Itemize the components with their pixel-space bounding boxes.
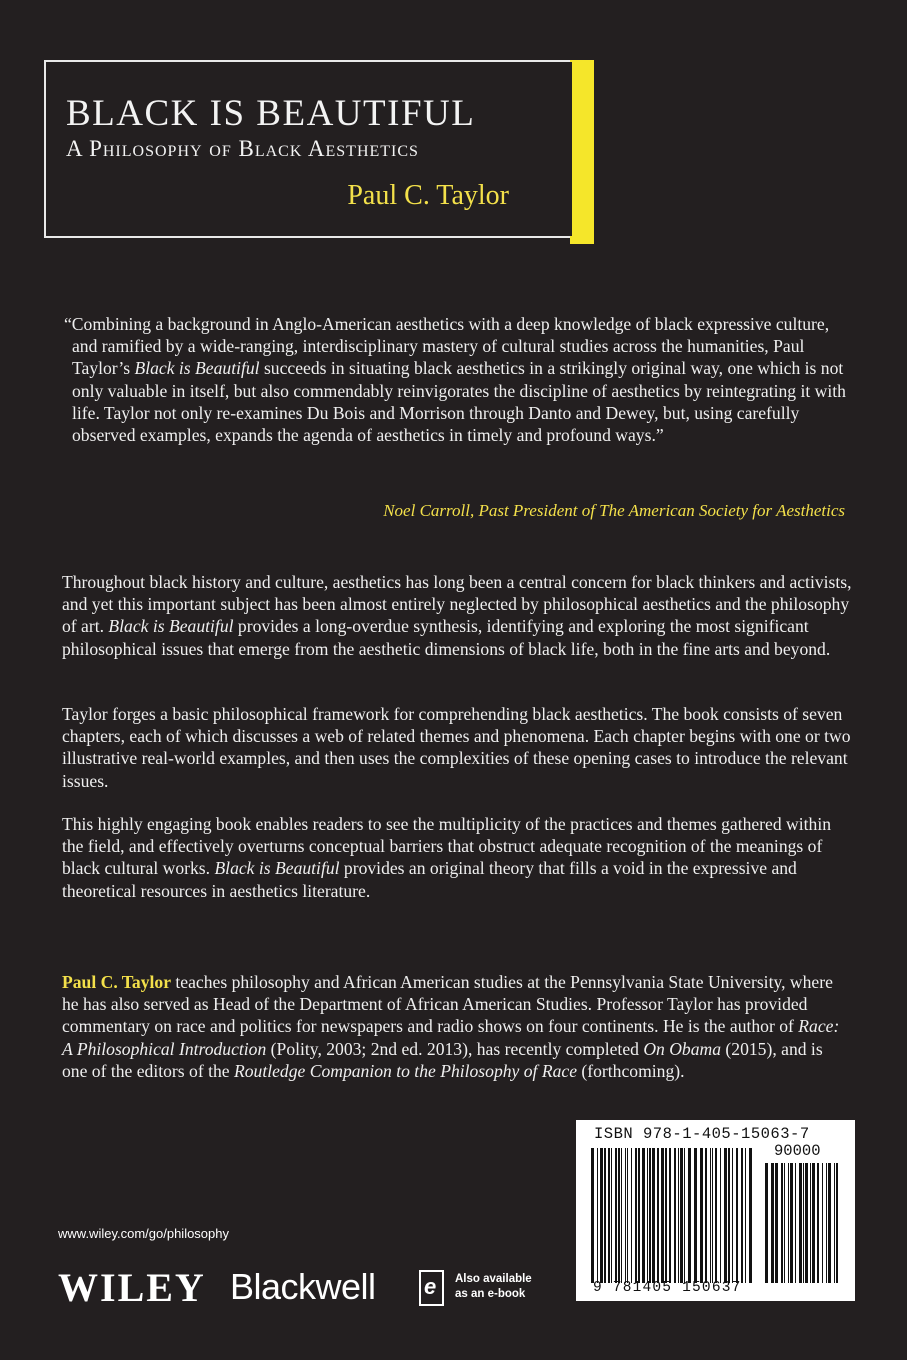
barcode-bar [736,1148,738,1283]
barcode-bar [788,1163,789,1283]
ean-digits: 9 781405 150637 [593,1280,742,1296]
barcode-bar [597,1148,598,1283]
author-bio [62,971,852,1082]
blurb-paragraph-3 [62,813,852,902]
barcode-bar [680,1148,683,1283]
barcode-bar [705,1148,707,1283]
title-accent-gap [566,62,572,236]
barcode-bar [661,1148,664,1283]
barcode-bar [631,1148,632,1283]
barcode-bar [765,1163,768,1283]
barcode-bar [611,1148,612,1283]
barcode-bar [822,1163,823,1283]
ean-barcode-bars [591,1148,753,1283]
blurb-book-title: Black is Beautiful [214,858,340,879]
blurb-paragraph-2 [62,703,852,792]
blurb-text: Taylor forges a basic philosophical framework for comprehending black aesthetics. The book consists of seven chapters, each of which discusses a web of related themes and phenomena. Each chapter begins with one or two illustrative real-world examples, and then uses the complexities of these opening cases to introduce the relevant issues. [62,704,851,791]
barcode-bar [700,1148,703,1283]
barcode-bar [657,1148,659,1283]
quote-text-2: succeeds in situating black aesthetics in a strikingly original way, one which is not only valuable in itself, but also commendably reinvigorates the discipline of aesthetics by reintegrating it with life. Taylor not only re-examines Du Bois and Morrison through Danto and Dewey, but, using carefully observed examples, expands the agenda of aesthetics in timely and profound ways.” [72,358,846,446]
barcode-bar [642,1148,645,1283]
barcode-bar [627,1148,628,1283]
ebook-availability [455,1272,532,1302]
barcode-bar [834,1163,835,1283]
barcode-bar [728,1148,730,1283]
blurb-paragraph-1 [62,571,852,660]
barcode-bar [803,1163,804,1283]
barcode-bar [665,1148,667,1283]
barcode-bar [781,1163,783,1283]
addon-barcode-bars [765,1163,840,1283]
endorsement-quote [64,313,854,446]
blurb-text: Throughout black history and culture, aesthetics has long been a central concern for black thinkers and activists, and yet this important subject has been almost entirely neglected by philosophical aesthetics and the philosophy of art. [62,572,852,637]
blurb-book-title: Black is Beautiful [108,616,234,637]
barcode-bar [649,1148,651,1283]
barcode-bar [741,1148,743,1283]
barcode-bar [688,1148,691,1283]
barcode-bar [604,1148,606,1283]
blackwell-logo: Blackwell [230,1266,376,1307]
barcode-bar [771,1163,774,1283]
blurb-text: provides a long-overdue synthesis, identifying and exploring the most significant philosophical issues that emerge from the aesthetic dimensions of black life, both in the fine arts and beyond. [62,616,831,659]
ebook-line-2: as an e-book [455,1288,526,1300]
blurb-text: This highly engaging book enables readers to see the multiplicity of the practices and themes gathered within the field, and effectively overturns conceptual barriers that obstruct adequate recognition of the meanings of black cultural works. [62,814,832,879]
barcode-bar [812,1163,815,1283]
barcode-bar [652,1148,655,1283]
blurb-text: provides an original theory that fills a void in the expressive and theoretical resources in aesthetics literature. [62,858,797,901]
barcode-bar [749,1148,752,1283]
barcode-bar [712,1148,713,1283]
bio-text: teaches philosophy and African American studies at the Pennsylvania State University, where he has also served as Head of the Department of African American Studies. Professor Taylor has provided commentary on race and politics for newspapers and radio shows on four continents. He is the author of [62,972,833,1037]
barcode-bar [591,1148,594,1283]
barcode-bar [674,1148,676,1283]
barcode-bar [710,1148,711,1283]
barcode-bar [805,1163,808,1283]
isbn-barcode [576,1120,855,1301]
barcode-bar [684,1148,685,1283]
quote-attribution: Noel Carroll, Past President of The American Society for Aesthetics [383,501,845,520]
book-author: Paul C. Taylor [347,180,509,211]
barcode-bar [724,1148,727,1283]
barcode-bar [745,1148,746,1283]
e-book-icon [419,1270,444,1306]
barcode-bar [826,1163,827,1283]
bio-text: (Polity, 2003; 2nd ed. 2013), has recently completed [266,1038,644,1059]
price-code: 90000 [774,1142,821,1160]
barcode-bar [678,1148,679,1283]
barcode-bar [635,1148,637,1283]
barcode-bar [799,1163,802,1283]
quote-book-title: Black is Beautiful [134,358,260,379]
barcode-bar [638,1148,640,1283]
barcode-bar [608,1148,610,1283]
barcode-bar [836,1163,838,1283]
bio-book-title: On Obama [643,1038,722,1059]
publisher-url: www.wiley.com/go/philosophy [58,1226,229,1241]
barcode-bar [795,1163,796,1283]
bio-text: (forthcoming). [577,1060,685,1081]
barcode-bar [715,1148,717,1283]
barcode-bar [669,1148,671,1283]
bio-text: (2015), and is one of the editors of the [62,1038,823,1081]
barcode-bar [647,1148,648,1283]
title-accent-bar [570,60,594,244]
barcode-bar [621,1148,622,1283]
barcode-bar [810,1163,811,1283]
barcode-bar [615,1148,617,1283]
barcode-bar [828,1163,831,1283]
e-book-glyph: e [424,1274,437,1299]
wiley-logo: WILEY [58,1265,206,1310]
barcode-bar [720,1148,721,1283]
bio-book-title: Routledge Companion to the Philosophy of Race [233,1060,578,1081]
barcode-bar [618,1148,620,1283]
barcode-bar [694,1148,697,1283]
barcode-bar [790,1163,793,1283]
bio-author-name: Paul C. Taylor [62,972,172,992]
barcode-bar [775,1163,778,1283]
barcode-bar [817,1163,819,1283]
barcode-bar [784,1163,785,1283]
isbn-label: ISBN 978-1-405-15063-7 [594,1125,810,1143]
barcode-bar [625,1148,626,1283]
bio-book-title: Race: A Philosophical Introduction [62,1016,840,1059]
book-subtitle: A Philosophy of Black Aesthetics [66,136,419,161]
barcode-bar [600,1148,603,1283]
barcode-bar [732,1148,733,1283]
book-title: BLACK IS BEAUTIFUL [66,93,476,134]
quote-text-1: “Combining a background in Anglo-American aesthetics with a deep knowledge of black expressive culture, and ramified by a wide-ranging, interdisciplinary mastery of cultural studies across the humanities, Paul Taylor’s [64,314,830,379]
ebook-line-1: Also available [455,1273,532,1285]
